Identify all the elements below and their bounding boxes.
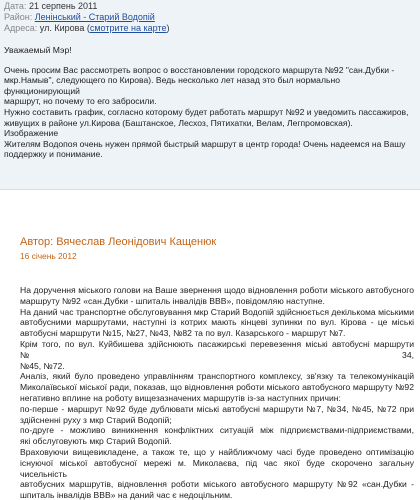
reply-line: автобусними маршрутами, наступні із котрих мають кінцеві зупинки по вул. Кірова - це міські [20,317,414,328]
reply-author [20,236,216,248]
address-label: Адреса: [4,23,38,33]
district-link[interactable]: Ленінський - Старий Водопій [34,12,155,22]
reply-line: які обслуговують мкр Старий Водопій. [20,436,172,447]
reply-line: автобусні маршрути №15, №27, №43, №82 та по вул. Казарського - маршрут №7. [20,328,346,339]
reply-date: 16 січень 2012 [20,251,77,261]
request-line: поддержку и понимание. [4,149,103,160]
author-name: Вячеслав Леонідович Кащенюк [56,236,217,248]
reply-line: №45, №72. [20,360,65,371]
reply-line: маршруту №92 «сан.Дубки - шпиталь інвалідів ВВВ», повідомляю наступне. [20,295,325,306]
request-district-row [4,12,155,23]
map-link[interactable]: смотрите на карте [89,23,167,33]
request-line: маршрут, но почему то его забросили. [4,96,157,107]
request-line: Нужно составить график, согласно которому будет работать маршрут №92 и уведомить пассажиров, [4,106,409,117]
reply-line: шпиталь інвалідів ВВВ» на даний час є недоцільним. [20,490,233,500]
request-date-row [4,1,97,12]
reply-line: автобусних маршрутів, відновлення роботи міського автобусного маршруту №92 «сан.Дубки - [20,479,414,490]
date-value: 21 серпень 2011 [28,1,98,11]
district-label: Район: [4,12,33,22]
request-line: мкр.Намыв", следующего по Кирова). Ведь несколько лет назад это был нормально функционирующий [4,75,340,96]
date-label: Дата: [4,1,27,11]
reply-text [20,285,414,500]
reply-line: існуючої міської автобусної мережі м. Миколаєва, під час якої буде скорочено загальну чисельність [20,457,414,479]
request-text [4,45,414,160]
request-line: Уважаемый Мэр! [4,45,72,55]
reply-line: Враховуючи вищевикладене, а також те, що у найближчому часі буде проведено оптимізацію [20,446,414,457]
image-placeholder: Изображение [4,128,59,139]
request-line: живущих в районе ул.Кирова (Баштанское, Лесхоз, Пятихатки, Велам, Легпромовская). [4,117,353,128]
reply-line: На даний час транспортне обслуговування мкр Старий Водопій здійснюється декількома міськими [20,306,414,317]
request-line: Очень просим Вас рассмотреть вопрос о восстановлении городского маршрута №92 "сан.Дубки - [4,64,395,75]
request-line: Жителям Водопоя очень нужен прямой быстрый маршрут в центр города! Очень надеемся на Вашу [4,138,406,149]
reply-line: здійсненні руху з мкр Старий Водопій; [20,414,172,425]
author-label: Автор: [20,236,54,248]
reply-line: Миколаївської міської ради, показав, що відновлення роботи міського автобусного маршруту №92 [20,382,414,393]
reply-line: по-перше - маршрут №92 буде дублювати міські автобусні маршрути №7, №34, №45, №72 при [20,403,414,414]
request-address-row: Адреса: ул. Кирова (смотрите на карте) [4,23,170,33]
reply-line: негативно вплине на роботу вищезазначених маршрутів із-за наступних причин: [20,392,341,403]
reply-line: Крім того, по вул. Куйбишева здійснюють пасажирські перевезення міські автобусні маршрути №34, [20,338,414,360]
address-value: ул. Кирова [39,23,85,33]
request-panel [0,0,420,190]
reply-line: по-друге - можливо виникнення конфліктних ситуацій між підприємствами-підприємствами, [20,425,414,436]
reply-line: На доручення міського голови на Ваше звернення щодо відновлення роботи міського автобусного [20,285,414,295]
reply-line: Аналіз, який було проведено управлінням транспортного комплексу, зв'язку та телекомунікацій [20,371,414,382]
